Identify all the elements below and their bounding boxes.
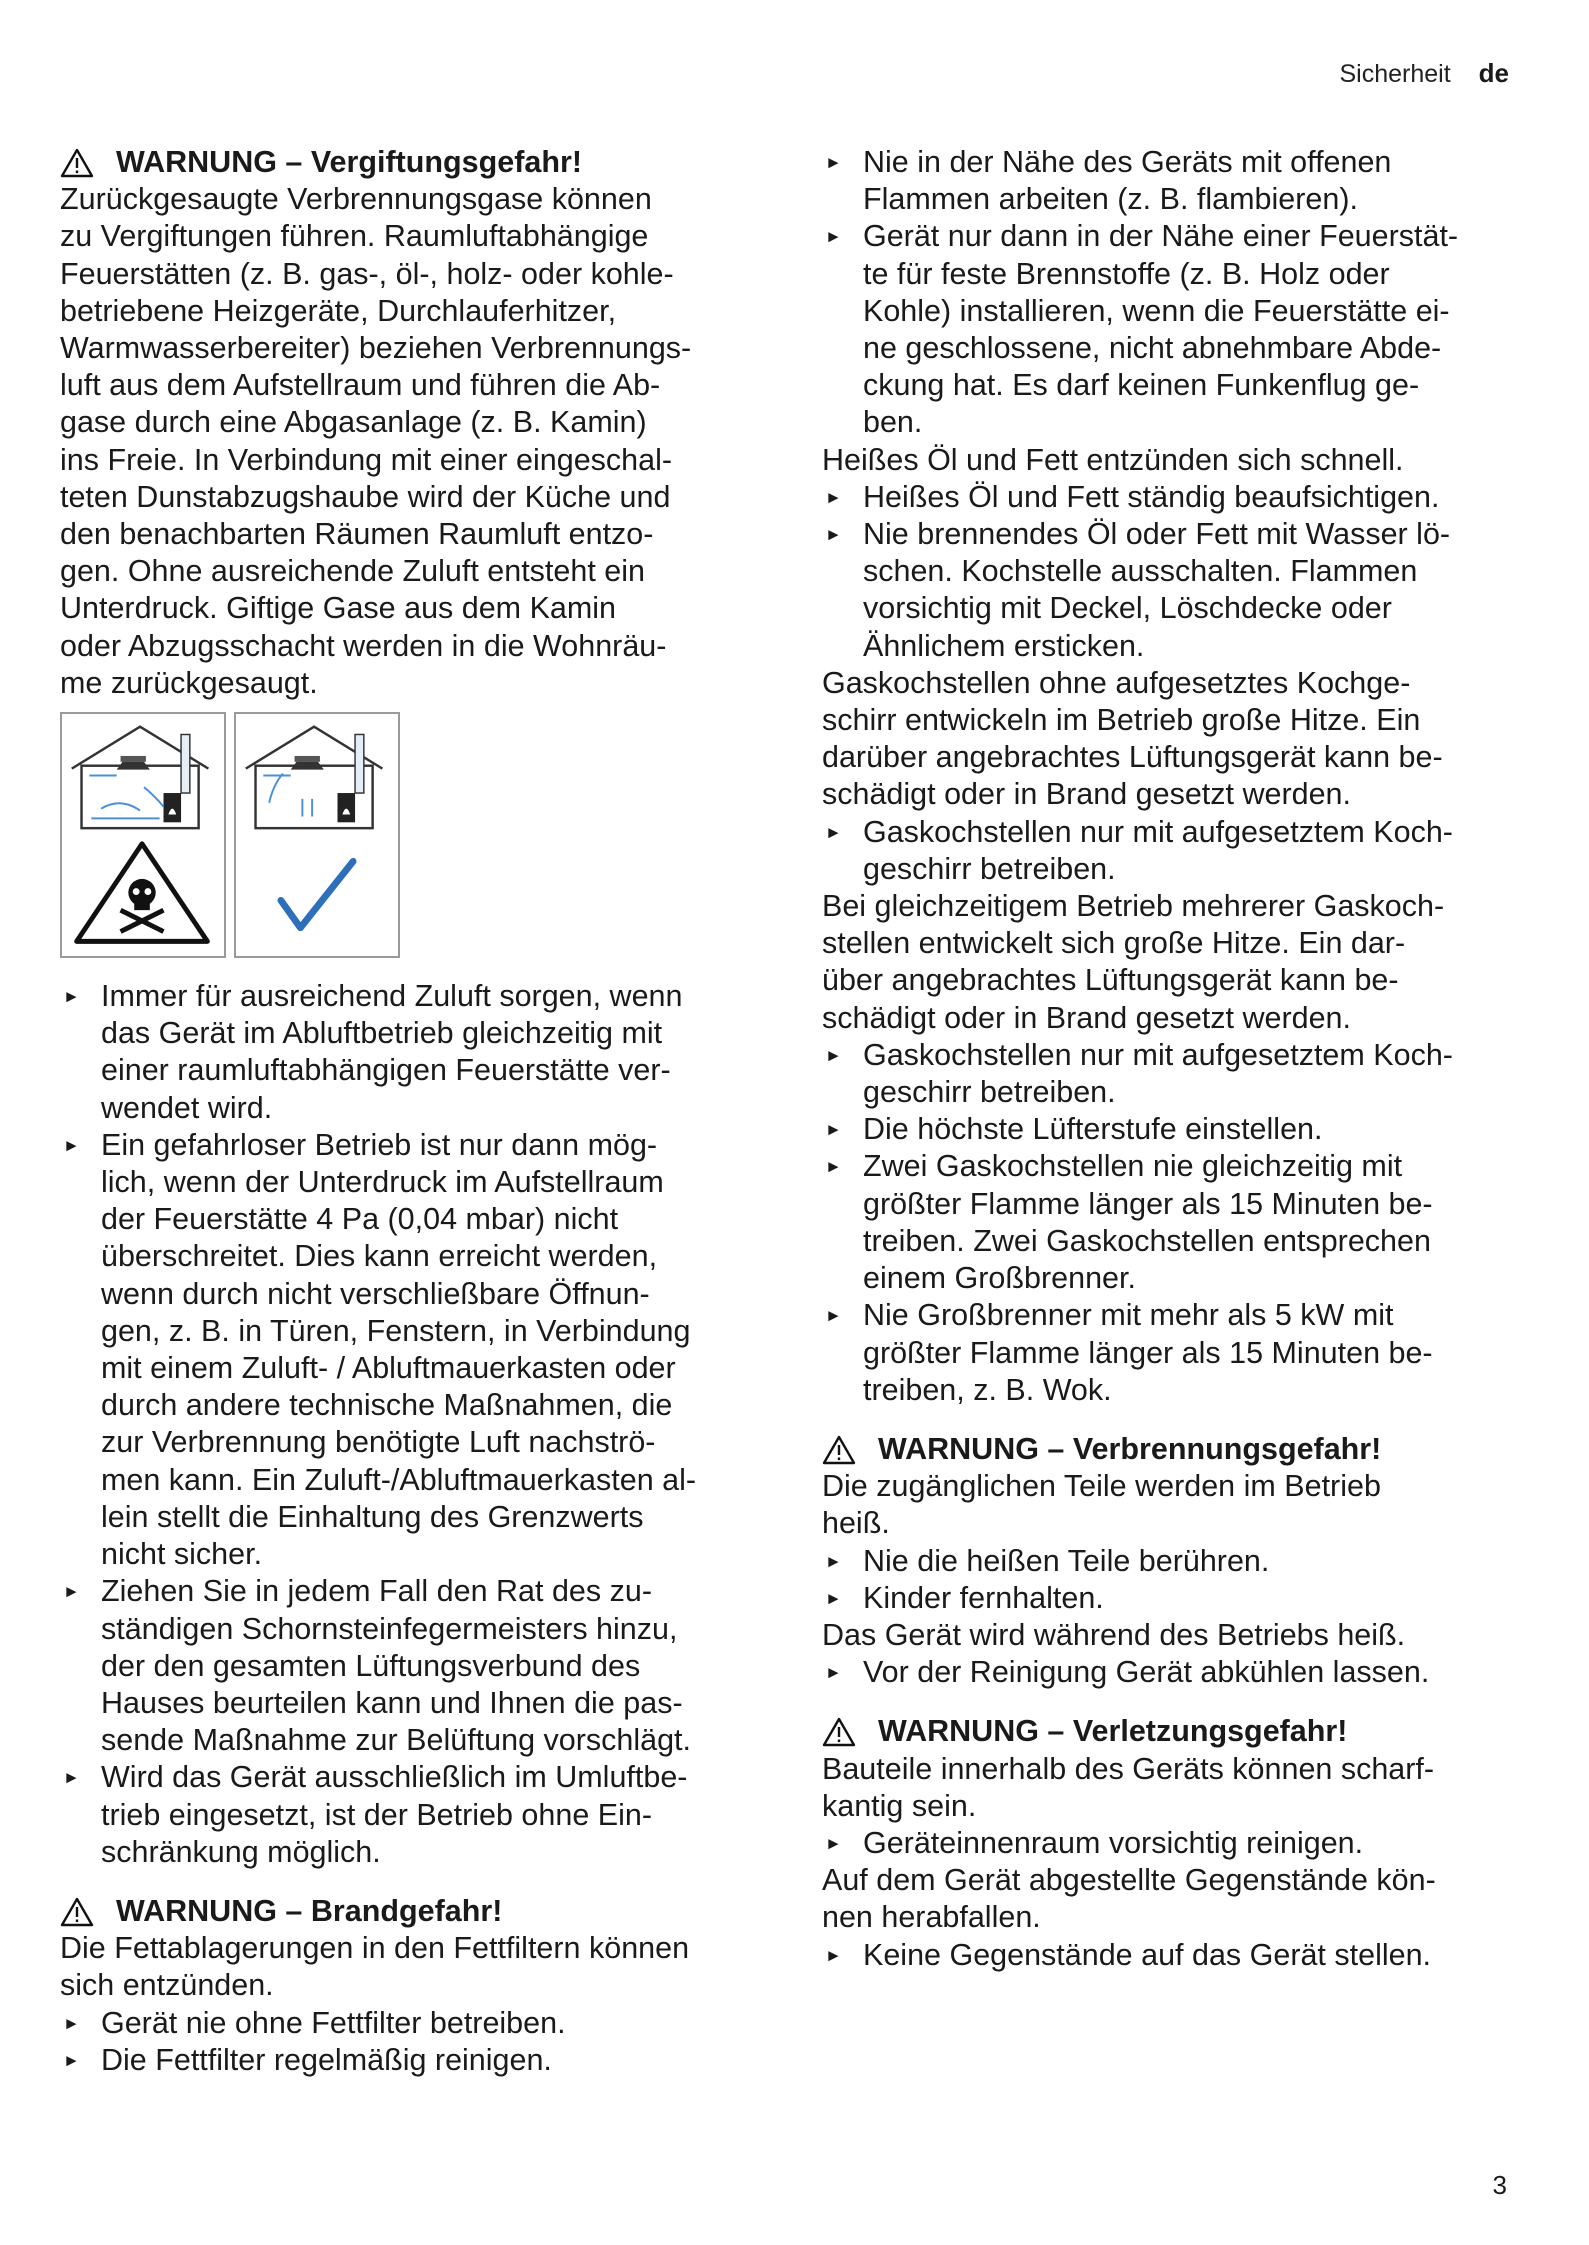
right-column — [822, 144, 1522, 1974]
bullet-marker: ► — [63, 987, 80, 1007]
warning-triangle-icon — [60, 1897, 94, 1927]
list-item: ► Gerät nur dann in der Nähe einer Feuerstät- te für feste Brennstoffe (z. B. Holz oder Kohle) installieren, wenn die Feuerstätte ei- ne geschlossene, nicht abnehmbare Abde- ckung hat. Es darf keinen Funkenflug ge- ben. — [822, 218, 1522, 441]
bullet-marker: ► — [825, 1663, 842, 1683]
bullet-marker: ► — [825, 1120, 842, 1140]
bullet-marker: ► — [825, 1306, 842, 1326]
paragraph: Heißes Öl und Fett entzünden sich schnell. — [822, 442, 1404, 477]
house-poison-hazard-illustration — [60, 712, 226, 958]
list-item: ► Gaskochstellen nur mit aufgesetztem Koch- geschirr betreiben. — [822, 1037, 1522, 1111]
left-column — [60, 144, 760, 2079]
warning-title: WARNUNG – Vergiftungsgefahr! — [116, 145, 583, 179]
list-item: ► Wird das Gerät ausschließlich im Umluftbe- trieb eingesetzt, ist der Betrieb ohne Ein- schränkung möglich. — [60, 1759, 760, 1871]
paragraph: Gaskochstellen ohne aufgesetztes Kochge- schirr entwickeln im Betrieb große Hitze. Ein darüber angebrachtes Lüftungsgerät kann be- schädigt oder in Brand gesetzt werden. — [822, 665, 1443, 812]
paragraph: Das Gerät wird während des Betriebs heiß. — [822, 1617, 1406, 1652]
list-item: ► Die höchste Lüfterstufe einstellen. — [822, 1111, 1522, 1148]
bullet-marker: ► — [825, 1833, 842, 1853]
bullet-marker: ► — [825, 227, 842, 247]
language-label: de — [1478, 58, 1509, 88]
bullet-marker: ► — [825, 1157, 842, 1177]
paragraph: Bauteile innerhalb des Geräts können scharf- kantig sein. — [822, 1751, 1435, 1823]
paragraph: Bei gleichzeitigem Betrieb mehrerer Gaskoch- stellen entwickelt sich große Hitze. Ein dar- über angebrachtes Lüftungsgerät kann be- schädigt oder in Brand gesetzt werden. — [822, 889, 1445, 1035]
page-header — [1339, 58, 1509, 89]
page-number: 3 — [1492, 2170, 1507, 2200]
ventilation-figure — [60, 712, 760, 958]
bullet-marker: ► — [63, 1135, 80, 1155]
section-label: Sicherheit — [1339, 60, 1451, 88]
list-item: ► Nie die heißen Teile berühren. — [822, 1543, 1522, 1580]
warning-heading-poisoning — [60, 144, 760, 181]
list-item: ► Kinder fernhalten. — [822, 1580, 1522, 1617]
list-item: ► Immer für ausreichend Zuluft sorgen, wenn das Gerät im Abluftbetrieb gleichzeitig mit einer raumluftabhängigen Feuerstätte ver- wendet wird. — [60, 978, 760, 1127]
bullet-marker: ► — [825, 1945, 842, 1965]
warning-triangle-icon — [822, 1717, 856, 1747]
list-item: ► Ein gefahrloser Betrieb ist nur dann mög- lich, wenn der Unterdruck im Aufstellraum der Feuerstätte 4 Pa (0,04 mbar) nicht überschreitet. Dies kann erreicht werden, wenn durch nicht verschließbare Öffnun- gen, z. B. in Türen, Fenstern, in Verbindung mit einem Zuluft- / Abluftmauerkasten oder durch andere technische Maßnahmen, die zur Verbrennung benötigte Luft nachströ- men kann. Ein Zuluft-/Abluftmauerkasten al- lein stellt die Einhaltung des Grenzwerts nicht sicher. — [60, 1127, 760, 1573]
list-item: ► Vor der Reinigung Gerät abkühlen lassen. — [822, 1654, 1522, 1691]
bullet-marker: ► — [63, 2050, 80, 2070]
warning-title: WARNUNG – Verbrennungsgefahr! — [878, 1431, 1382, 1466]
list-item: ► Gerät nie ohne Fettfilter betreiben. — [60, 2005, 760, 2042]
bullet-marker: ► — [63, 2013, 80, 2033]
bullet-marker: ► — [825, 822, 842, 842]
warning-triangle-icon — [60, 148, 94, 178]
paragraph: Auf dem Gerät abgestellte Gegenstände kön- nen herabfallen. — [822, 1863, 1436, 1935]
bullet-marker: ► — [63, 1768, 80, 1788]
list-item: ► Geräteinnenraum vorsichtig reinigen. — [822, 1825, 1522, 1862]
list-item: ► Die Fettfilter regelmäßig reinigen. — [60, 2042, 760, 2079]
list-item: ► Heißes Öl und Fett ständig beaufsichtigen. — [822, 479, 1522, 516]
list-item: ► Nie in der Nähe des Geräts mit offenen Flammen arbeiten (z. B. flambieren). — [822, 144, 1522, 218]
warning-heading-burn — [822, 1431, 1522, 1468]
warning-heading-fire — [60, 1893, 760, 1930]
bullet-marker: ► — [825, 153, 842, 172]
house-ok-checkmark-illustration — [234, 712, 400, 958]
bullet-marker: ► — [825, 1045, 842, 1065]
bullet-marker: ► — [825, 525, 842, 545]
bullet-marker: ► — [825, 1588, 842, 1608]
paragraph: Die Fettablagerungen in den Fettfiltern können sich entzünden. — [60, 1931, 690, 2003]
bullet-marker: ► — [825, 1551, 842, 1571]
paragraph: Zurückgesaugte Verbrennungsgase können zu Vergiftungen führen. Raumluftabhängige Feuerstätten (z. B. gas-, öl-, holz- oder kohle- betriebene Heizgeräte, Durchlauferhitzer, Warmwasserbereiter) beziehen Verbrennungs- luft aus dem Aufstellraum und führen die Ab- gase durch eine Abgasanlage (z. B. Kamin) ins Freie. In Verbindung mit einer eingeschal- teten Dunstabzugshaube wird der Küche und den benachbarten Räumen Raumluft entzo- gen. Ohne ausreichende Zuluft entsteht ein Unterdruck. Giftige Gase aus dem Kamin oder Abzugsschacht werden in die Wohnräu- me zurückgesaugt. — [60, 182, 692, 700]
bullet-marker: ► — [63, 1582, 80, 1602]
paragraph: Die zugänglichen Teile werden im Betrieb heiß. — [822, 1469, 1381, 1541]
list-item: ► Gaskochstellen nur mit aufgesetztem Koch- geschirr betreiben. — [822, 814, 1522, 888]
list-item: ► Zwei Gaskochstellen nie gleichzeitig mit größter Flamme länger als 15 Minuten be- treiben. Zwei Gaskochstellen entsprechen einem Großbrenner. — [822, 1148, 1522, 1297]
bullet-marker: ► — [825, 487, 842, 507]
warning-title: WARNUNG – Brandgefahr! — [116, 1893, 503, 1928]
list-item: ► Nie brennendes Öl oder Fett mit Wasser lö- schen. Kochstelle ausschalten. Flammen vorsichtig mit Deckel, Löschdecke oder Ähnlichem ersticken. — [822, 516, 1522, 665]
warning-heading-injury — [822, 1713, 1522, 1750]
list-item: ► Ziehen Sie in jedem Fall den Rat des zu- ständigen Schornsteinfegermeisters hinzu, der den gesamten Lüftungsverbund des Hauses beurteilen kann und Ihnen die pas- sende Maßnahme zur Belüftung vorschlägt. — [60, 1573, 760, 1759]
list-item: ► Keine Gegenstände auf das Gerät stellen. — [822, 1937, 1522, 1974]
list-item: ► Nie Großbrenner mit mehr als 5 kW mit größter Flamme länger als 15 Minuten be- treiben, z. B. Wok. — [822, 1297, 1522, 1409]
warning-title: WARNUNG – Verletzungsgefahr! — [878, 1714, 1348, 1749]
warning-triangle-icon — [822, 1435, 856, 1465]
